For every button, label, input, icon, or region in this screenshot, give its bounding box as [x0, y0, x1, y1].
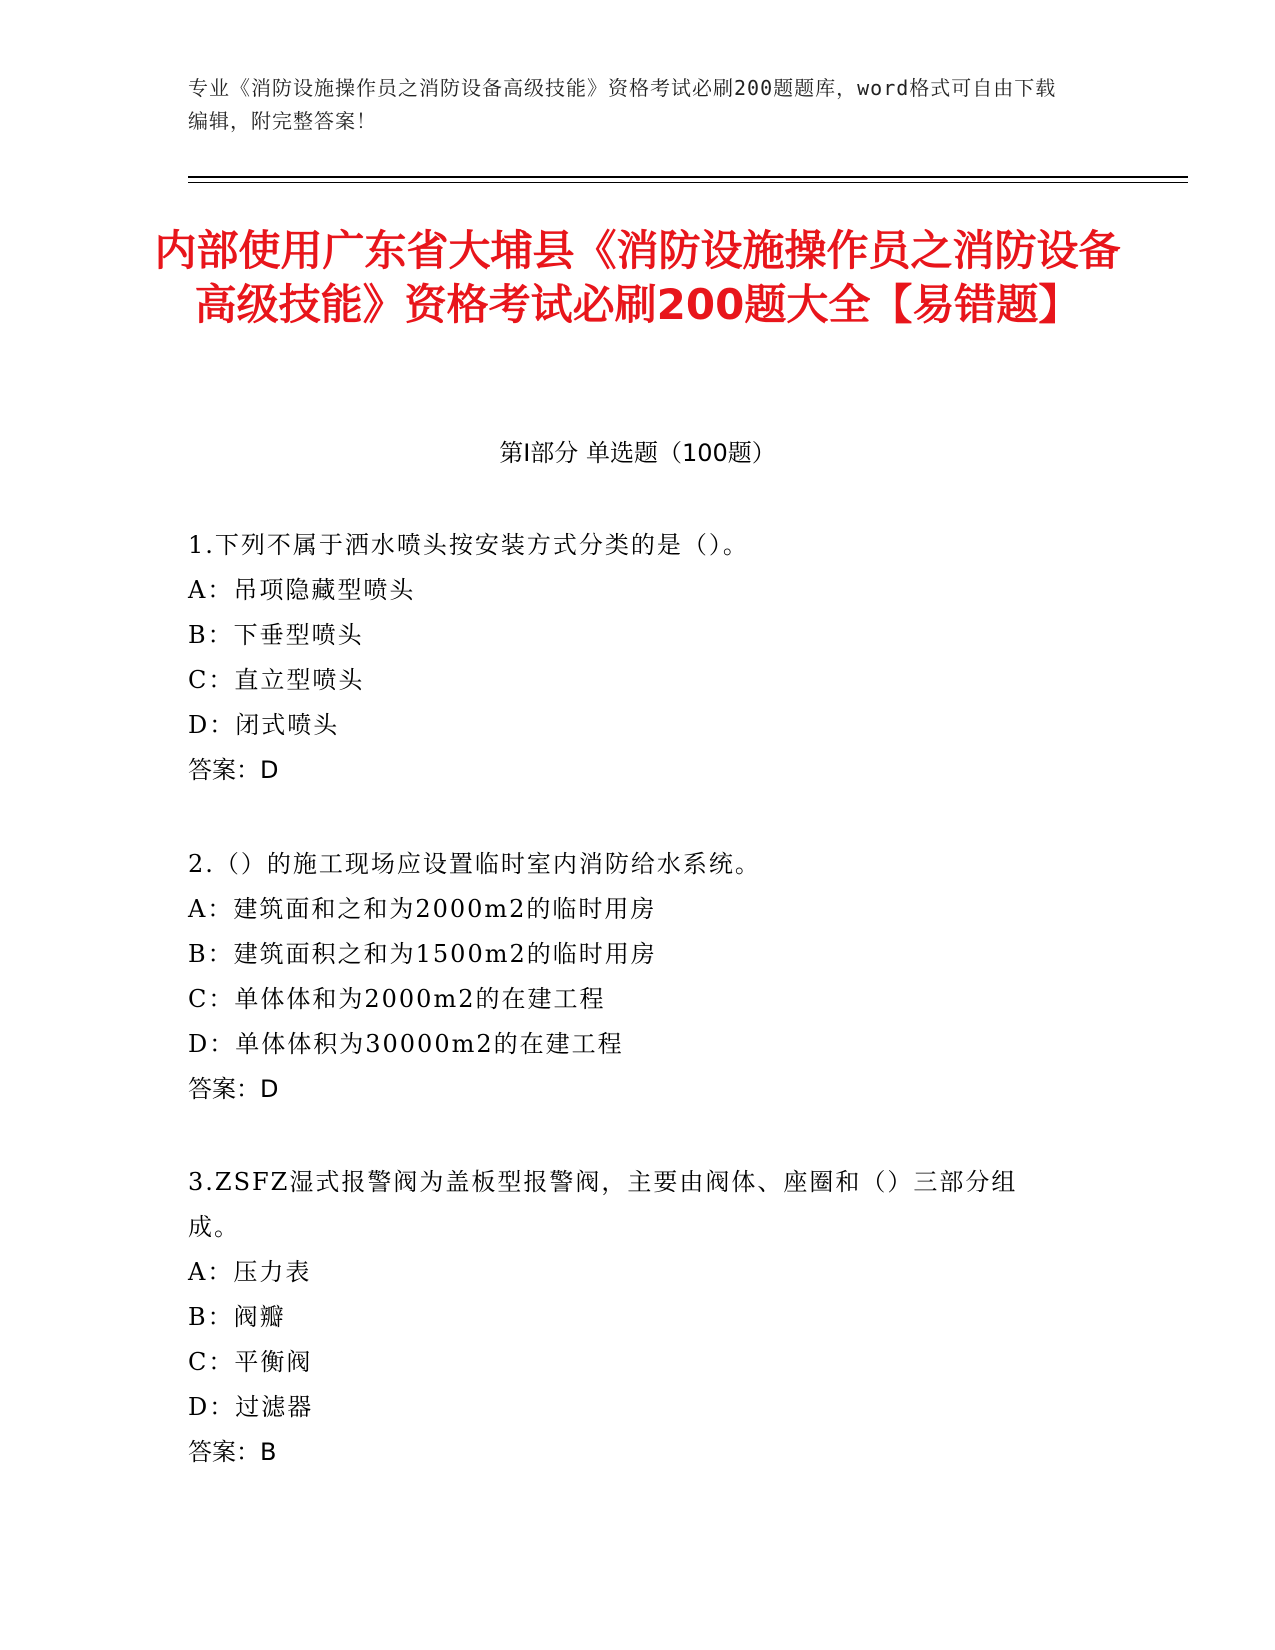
header-divider-thin [188, 182, 1188, 183]
option-c: C：单体体和为2000m2的在建工程 [188, 985, 606, 1013]
section-title: 第Ⅰ部分 单选题（100题） [499, 439, 776, 467]
option-a: A：压力表 [188, 1258, 312, 1286]
option-b: B：下垂型喷头 [188, 621, 364, 649]
answer: 答案：B [188, 1438, 277, 1466]
question-stem: 3.ZSFZ湿式报警阀为盖板型报警阀，主要由阀体、座圈和（）三部分组成。 [188, 1168, 1018, 1241]
question-3 [188, 1160, 1068, 1475]
option-c: C：平衡阀 [188, 1348, 313, 1376]
option-b: B：阀瓣 [188, 1303, 286, 1331]
question-2 [188, 842, 1068, 1112]
question-stem: 1.下列不属于洒水喷头按安装方式分类的是（）。 [188, 531, 749, 559]
answer: 答案：D [188, 756, 279, 784]
header-note: 专业《消防设施操作员之消防设备高级技能》资格考试必刷200题题库，word格式可自由下载编辑，附完整答案！ [188, 76, 1057, 133]
option-d: D：单体体积为30000m2的在建工程 [188, 1030, 624, 1058]
header-divider-thick [188, 176, 1188, 178]
option-d: D：过滤器 [188, 1393, 314, 1421]
document-title: 内部使用广东省大埔县《消防设施操作员之消防设备高级技能》资格考试必刷200题大全【易错题】 [154, 226, 1121, 329]
option-d: D：闭式喷头 [188, 711, 340, 739]
question-1 [188, 523, 1068, 793]
option-a: A：吊项隐藏型喷头 [188, 576, 416, 604]
option-a: A：建筑面和之和为2000m2的临时用房 [188, 895, 657, 923]
answer: 答案：D [188, 1075, 279, 1103]
option-b: B：建筑面积之和为1500m2的临时用房 [188, 940, 657, 968]
question-stem: 2.（）的施工现场应设置临时室内消防给水系统。 [188, 850, 761, 878]
option-c: C：直立型喷头 [188, 666, 365, 694]
